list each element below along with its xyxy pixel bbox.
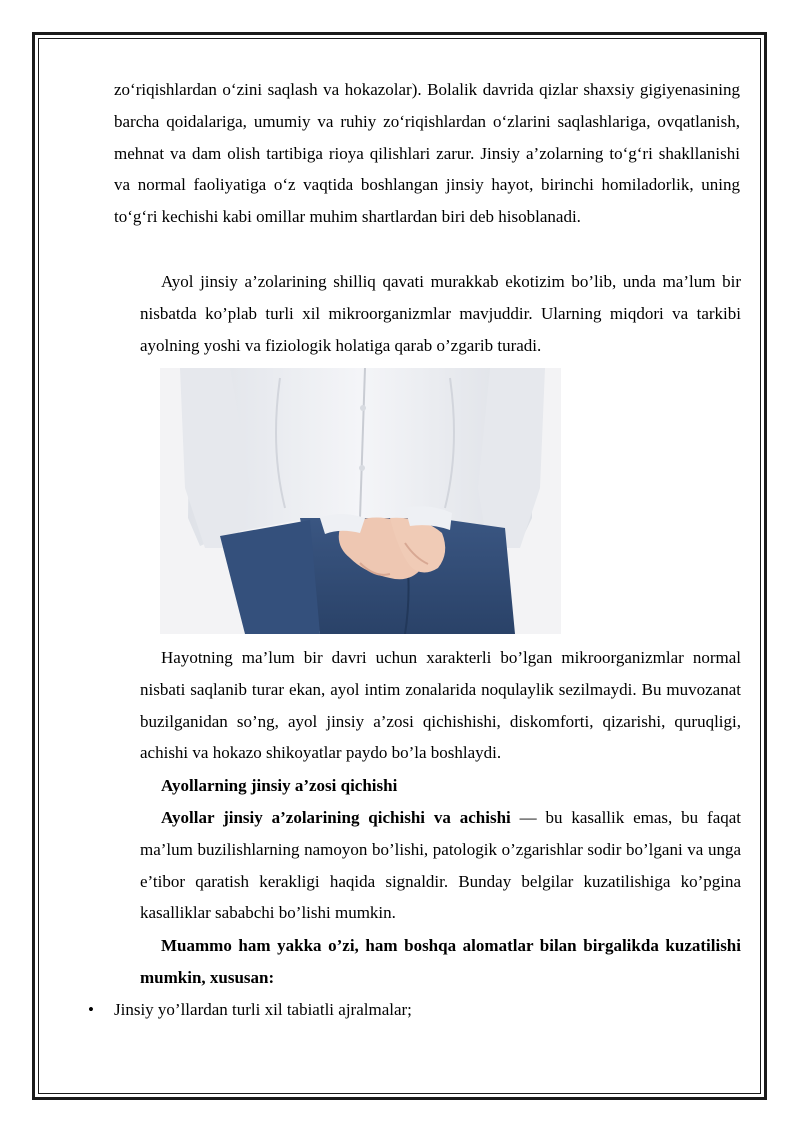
paragraph-ecosystem: Ayol jinsiy a’zolarining shilliq qavati murakkab ekotizim bo’lib, unda ma’lum bir nisbatda ko’plab turli xil mikroorganizmlar mavjuddir. Ularning miqdori va tarkibi ayolning yoshi va fiziologik holatiga qarab o’zgarib turadi. (140, 272, 741, 355)
paragraph-itching-bold: Ayollar jinsiy a’zolarining qichishi va achishi (161, 808, 511, 827)
section-heading: Ayollarning jinsiy a’zosi qichishi (161, 776, 398, 795)
bullet-icon: • (88, 1000, 94, 1019)
woman-hands-photo (160, 368, 561, 634)
paragraph-itching (140, 802, 741, 929)
paragraph-hygiene: zo‘riqishlardan o‘zini saqlash va hokazolar). Bolalik davrida qizlar shaxsiy gigiyenasining barcha qoidalariga, umumiy va ruhiy zo‘riqishlardan o‘zlarini saqlashlariga, ovqatlanish, mehnat va dam olish tartibiga rioya qilishlari zarur. Jinsiy a’zolarning to‘g‘ri shakllanishi va normal faoliyatiga o‘z vaqtida boshlangan jinsiy hayot, birinchi homiladorlik, uning to‘g‘ri kechishi kabi omillar muhim shartlardan biri deb hisoblanadi. (114, 80, 740, 227)
woman-hands-illustration (160, 368, 561, 634)
list-item-text: Jinsiy yo’llardan turli xil tabiatli ajralmalar; (114, 1000, 412, 1019)
paragraph-balance: Hayotning ma’lum bir davri uchun xarakterli bo’lgan mikroorganizmlar normal nisbati saqlanib turar ekan, ayol intim zonalarida noqulaylik sezilmaydi. Bu muvozanat buzilganidan so’ng, ayol jinsiy a’zosi qichishishi, diskomforti, qizarishi, quruqligi, achishi va hokazo shikoyatlar paydo bo’la boshlaydi. (140, 648, 741, 763)
list-item (88, 994, 740, 1026)
paragraph-symptoms: Muammo ham yakka o’zi, ham boshqa alomatlar bilan birgalikda kuzatilishi mumkin, xususan: (140, 936, 741, 987)
paragraph-itching-rest: — bu kasallik emas, bu faqat ma’lum buzilishlarning namoyon bo’lishi, patologik o’zgarishlar sodir bo’lgani va unga e’tibor qaratish kerakligi haqida signaldir. Bunday belgilar kuzatilishiga ko’pgina kasalliklar sababchi bo’lishi mumkin. (140, 808, 742, 923)
